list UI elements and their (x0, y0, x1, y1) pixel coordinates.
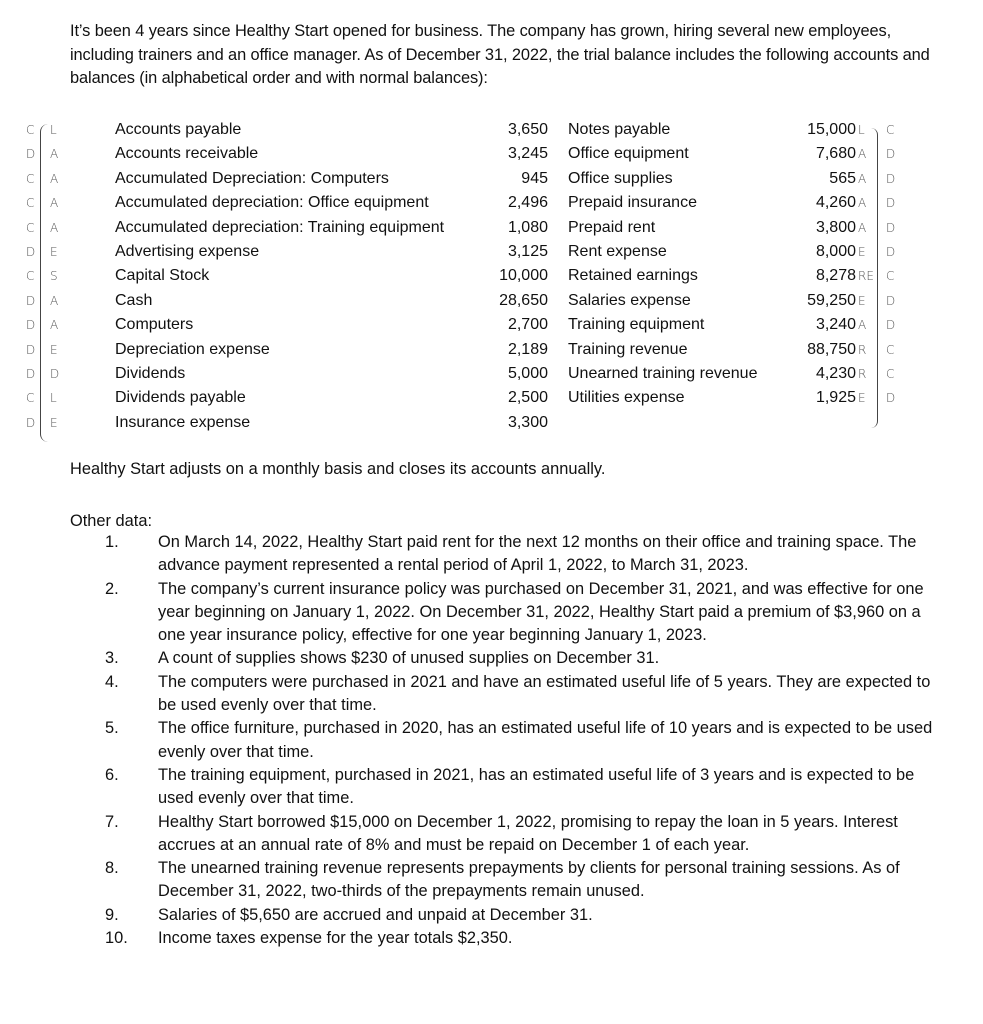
handwritten-type-mark: L (50, 391, 57, 406)
trial-balance-row (560, 240, 983, 264)
item-text: Healthy Start borrowed $15,000 on December 1, 2022, promising to repay the loan in 5 years. Interest accrues at an annual rate of 8% and must be repaid on December 1 of each year. (158, 812, 898, 854)
item-number: 4. (105, 672, 119, 691)
account-balance: 88,750 (807, 340, 856, 358)
account-balance: 2,189 (507, 340, 548, 358)
account-balance: 4,260 (815, 194, 856, 212)
account-name: Unearned training revenue (568, 365, 758, 382)
trial-balance-row (560, 313, 983, 337)
account-balance: 2,500 (507, 389, 548, 407)
adjusting-note: Healthy Start adjusts on a monthly basis and closes its accounts annually. (70, 460, 606, 478)
handwritten-side-mark: C (26, 220, 35, 235)
other-data-item (70, 857, 950, 904)
handwritten-side-mark: C (26, 391, 35, 406)
handwritten-type-mark: E (50, 415, 58, 430)
account-balance: 1,925 (815, 389, 856, 407)
handwritten-type-mark: E (50, 342, 58, 357)
account-name: Accumulated Depreciation: Computers (115, 169, 389, 187)
account-name: Depreciation expense (115, 340, 270, 358)
other-data-item (70, 904, 950, 927)
handwritten-side-mark: C (26, 196, 35, 211)
account-balance: 3,125 (507, 243, 548, 260)
trial-balance-row (560, 386, 983, 410)
item-text: On March 14, 2022, Healthy Start paid rent for the next 12 months on their office and training space. The advance payment represented a rental period of April 1, 2022, to March 31, 2023. (158, 533, 917, 575)
other-data-item (70, 647, 950, 670)
account-name: Accumulated depreciation: Training equipment (115, 218, 445, 236)
handwritten-type-mark: E (858, 391, 866, 406)
handwritten-side-mark: D (886, 147, 896, 162)
account-balance: 59,250 (807, 291, 856, 309)
handwritten-side-mark: D (26, 245, 36, 259)
handwritten-type-mark: E (50, 245, 58, 259)
account-balance: 2,700 (507, 316, 548, 334)
handwritten-side-mark: C (886, 123, 895, 137)
handwritten-type-mark: A (858, 318, 867, 333)
item-number: 9. (105, 905, 119, 924)
handwritten-type-mark: L (50, 123, 57, 137)
item-text: The office furniture, purchased in 2020, has an estimated useful life of 10 years and is expected to be used evenly over that time. (158, 719, 933, 761)
account-name: Salaries expense (568, 291, 691, 309)
other-data-list (70, 531, 950, 950)
other-data-item (70, 671, 950, 718)
trial-balance-row (0, 118, 560, 142)
item-text: The unearned training revenue represents prepayments by clients for personal training sessions. As of December 31, 2022, two-thirds of the prepayments remain unused. (158, 859, 900, 901)
item-text: Income taxes expense for the year totals $2,350. (158, 929, 513, 948)
handwritten-side-mark: D (26, 367, 36, 381)
handwritten-type-mark: A (50, 220, 59, 235)
account-balance: 565 (829, 169, 856, 187)
trial-balance-row (560, 362, 983, 386)
handwritten-side-mark: D (26, 342, 36, 357)
other-data-item (70, 927, 950, 950)
account-name: Training revenue (568, 340, 688, 358)
trial-balance-row (560, 191, 983, 215)
trial-balance-row (0, 142, 560, 166)
trial-balance-row (0, 289, 560, 313)
handwritten-side-mark: C (886, 342, 895, 357)
trial-balance-row (0, 167, 560, 191)
account-name: Insurance expense (115, 413, 251, 431)
account-name: Prepaid rent (568, 218, 656, 236)
account-balance: 15,000 (807, 121, 856, 138)
trial-balance-row (0, 313, 560, 337)
account-balance: 3,650 (507, 121, 548, 138)
handwritten-side-mark: C (886, 269, 895, 284)
account-name: Training equipment (568, 316, 705, 334)
trial-balance-row (560, 264, 983, 288)
account-name: Dividends (115, 365, 186, 382)
other-data-item (70, 531, 950, 578)
account-balance: 3,245 (507, 145, 548, 163)
other-data-heading: Other data: (70, 512, 153, 530)
trial-balance-row (560, 118, 983, 142)
account-name: Notes payable (568, 121, 671, 138)
handwritten-type-mark: E (858, 293, 866, 308)
trial-balance-row (560, 338, 983, 362)
account-name: Prepaid insurance (568, 194, 697, 212)
trial-balance-row (0, 386, 560, 410)
handwritten-type-mark: L (858, 123, 865, 137)
item-number: 7. (105, 812, 119, 831)
handwritten-side-mark: C (26, 171, 35, 186)
handwritten-side-mark: D (886, 245, 896, 259)
handwritten-side-mark: C (26, 123, 35, 137)
trial-balance-row (0, 264, 560, 288)
account-balance: 3,300 (507, 413, 548, 431)
account-name: Accounts receivable (115, 145, 259, 163)
account-name: Dividends payable (115, 389, 246, 407)
handwritten-type-mark: A (858, 171, 867, 186)
other-data-item (70, 578, 950, 648)
account-balance: 3,800 (815, 218, 856, 236)
handwritten-type-mark: A (858, 147, 867, 162)
account-name: Cash (115, 291, 153, 309)
trial-balance-row (0, 191, 560, 215)
handwritten-side-mark: D (886, 318, 896, 333)
trial-balance-row (0, 216, 560, 240)
trial-balance-row (560, 167, 983, 191)
handwritten-type-mark: A (50, 147, 59, 162)
account-name: Rent expense (568, 243, 667, 260)
handwritten-type-mark: A (858, 196, 867, 211)
account-balance: 28,650 (499, 291, 548, 309)
account-name: Accounts payable (115, 121, 242, 138)
account-balance: 8,278 (815, 267, 856, 285)
account-balance: 7,680 (815, 145, 856, 163)
trial-balance-row (560, 142, 983, 166)
handwritten-side-mark: C (886, 367, 895, 381)
handwritten-type-mark: RE (858, 269, 874, 284)
handwritten-type-mark: R (858, 342, 867, 357)
account-name: Office supplies (568, 169, 673, 187)
handwritten-side-mark: D (26, 415, 36, 430)
account-balance: 3,240 (815, 316, 856, 334)
account-balance: 4,230 (815, 365, 856, 382)
handwritten-side-mark: D (26, 318, 36, 333)
handwritten-side-mark: D (26, 293, 36, 308)
handwritten-side-mark: D (886, 171, 896, 186)
other-data-item (70, 717, 950, 764)
item-number: 6. (105, 765, 119, 784)
handwritten-type-mark: A (50, 171, 59, 186)
trial-balance-row (0, 240, 560, 264)
handwritten-side-mark: D (26, 147, 36, 162)
handwritten-type-mark: E (858, 245, 866, 259)
account-balance: 5,000 (507, 365, 548, 382)
other-data-item (70, 764, 950, 811)
account-name: Computers (115, 316, 194, 334)
handwritten-type-mark: A (50, 293, 59, 308)
item-text: The company’s current insurance policy was purchased on December 31, 2021, and was effective for one year beginning on January 1, 2022. On December 31, 2022, Healthy Start paid a premium of $3,960 on a one year insurance policy, effective for one year beginning January 1, 2023. (158, 579, 924, 645)
item-text: A count of supplies shows $230 of unused supplies on December 31. (158, 649, 660, 668)
handwritten-type-mark: R (858, 367, 867, 381)
account-name: Utilities expense (568, 389, 685, 407)
account-balance: 2,496 (507, 194, 548, 212)
other-data-item (70, 811, 950, 858)
trial-balance-row (0, 362, 560, 386)
item-number: 2. (105, 579, 119, 598)
trial-balance-row (560, 289, 983, 313)
account-balance: 10,000 (499, 267, 548, 285)
account-name: Office equipment (568, 145, 689, 163)
item-number: 10. (105, 929, 128, 948)
trial-balance (0, 118, 983, 438)
item-text: The computers were purchased in 2021 and have an estimated useful life of 5 years. They are expected to be used evenly over that time. (158, 672, 931, 715)
account-name: Capital Stock (115, 267, 210, 285)
item-number: 1. (105, 533, 119, 551)
handwritten-type-mark: S (50, 269, 58, 284)
account-balance: 8,000 (815, 243, 856, 260)
item-text: Salaries of $5,650 are accrued and unpaid at December 31. (158, 905, 593, 924)
item-number: 5. (105, 719, 119, 738)
trial-balance-row (0, 338, 560, 362)
handwritten-type-mark: A (858, 220, 867, 235)
account-name: Accumulated depreciation: Office equipment (115, 194, 429, 212)
account-balance: 945 (521, 169, 548, 187)
item-number: 3. (105, 649, 119, 668)
account-name: Advertising expense (115, 243, 260, 260)
handwritten-type-mark: A (50, 196, 59, 211)
item-text: The training equipment, purchased in 2021, has an estimated useful life of 3 years and is expected to be used evenly over that time. (158, 765, 915, 808)
handwritten-side-mark: D (886, 293, 896, 308)
trial-balance-row (0, 411, 560, 435)
handwritten-side-mark: C (26, 269, 35, 284)
item-number: 8. (105, 859, 119, 878)
trial-balance-row (560, 216, 983, 240)
handwritten-type-mark: A (50, 318, 59, 333)
handwritten-type-mark: D (50, 367, 60, 381)
account-name: Retained earnings (568, 267, 698, 285)
handwritten-side-mark: D (886, 196, 896, 211)
intro-paragraph: It’s been 4 years since Healthy Start opened for business. The company has grown, hiring several new employees, including trainers and an office manager. As of December 31, 2022, the trial balance includes the following accounts and balances (in alphabetical order and with normal balances): (70, 22, 930, 87)
handwritten-side-mark: D (886, 220, 896, 235)
handwritten-side-mark: D (886, 391, 896, 406)
account-balance: 1,080 (507, 218, 548, 236)
